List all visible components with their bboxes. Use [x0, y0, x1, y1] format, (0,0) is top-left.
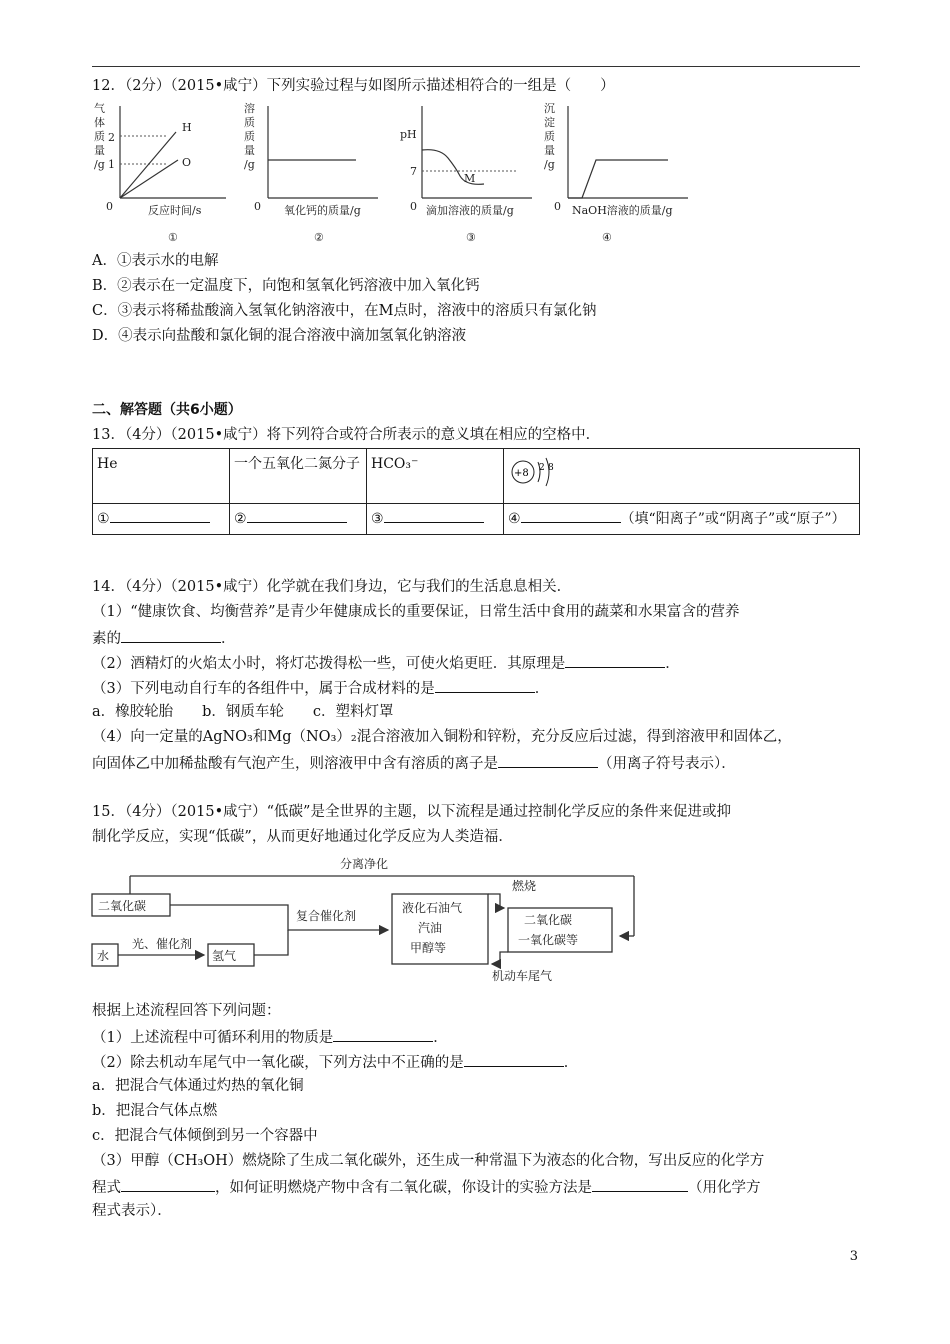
q14-l2: （2）酒精灯的火焰太小时，将灯芯拨得松一些，可使火焰更旺．其原理是 ．	[92, 653, 680, 673]
flow-product-1: 液化石油气	[402, 901, 463, 915]
g3-xlabel: 滴加溶液的质量/g	[426, 204, 514, 217]
q13-cell-atom	[504, 449, 860, 504]
atom-nucleus: +8	[514, 468, 529, 479]
g2-ylabel-3: 量	[244, 144, 255, 157]
g2-ylabel-4: /g	[244, 158, 255, 171]
g4-origin: 0	[554, 200, 561, 213]
q15-option-c: c．把混合气体倾倒到另一个容器中	[92, 1128, 318, 1144]
flow-top-label: 分离净化	[340, 857, 389, 871]
q15-l3: （3）甲醇（CH₃OH）燃烧除了生成二氧化碳外，还生成一种常温下为液态的化合物，写出反应的化学方	[92, 1153, 765, 1169]
q13-cell-n2o5: 一个五氧化二氮分子	[230, 449, 367, 504]
section-heading: 二、解答题（共6小题）	[92, 402, 242, 418]
q13-cell-hco3: HCO₃⁻	[367, 449, 504, 504]
q13-answer-1[interactable]: ①	[93, 504, 230, 535]
atom-shell-2: 8	[548, 463, 554, 473]
q14-stem: 14．（4分）（2015•咸宁）化学就在我们身边，它与我们的生活息息相关．	[92, 579, 572, 595]
g3-series-m: M	[464, 172, 476, 185]
q12-stem: 12．（2分）（2015•咸宁）下列实验过程与如图所示描述相符合的一组是（ ）	[92, 78, 615, 94]
q13-answer-3[interactable]: ③	[367, 504, 504, 535]
g2-ylabel-1: 质	[244, 116, 255, 129]
q15-flow-diagram	[88, 848, 648, 988]
graph-3	[400, 106, 532, 244]
g3-ytick-7: 7	[410, 165, 417, 178]
flow-light: 光、催化剂	[132, 937, 193, 951]
q14-blank-1[interactable]	[121, 628, 221, 643]
g2-ylabel-2: 质	[244, 130, 255, 143]
q13-answer-4[interactable]: ④ （填“阳离子”或“阴离子”或“原子”）	[504, 504, 860, 535]
graph-2	[244, 101, 378, 244]
q15-stem-1: 15．（4分）（2015•咸宁）“低碳”是全世界的主题，以下流程是通过控制化学反应的条件来促进或抑	[92, 804, 731, 820]
q15-l3e: 程式表示）．	[92, 1203, 172, 1219]
g1-origin: 0	[106, 200, 113, 213]
g4-ylabel-0: 沉	[544, 102, 555, 115]
q15-option-a: a．把混合气体通过灼热的氧化铜	[92, 1078, 304, 1094]
g1-ytick-2: 2	[108, 131, 115, 144]
g2-origin: 0	[254, 200, 261, 213]
atom-structure-icon	[508, 452, 568, 492]
q12-option-a: A．①表示水的电解	[92, 253, 219, 269]
g1-ylabel-4: /g	[94, 158, 105, 171]
g4-ylabel-3: 量	[544, 144, 555, 157]
page-number: 3	[849, 1249, 858, 1264]
flow-exhaust-2: 一氧化碳等	[518, 933, 579, 947]
q12-option-d: D．④表示向盐酸和氯化铜的混合溶液中滴加氢氧化钠溶液	[92, 328, 467, 344]
q15-blank-4[interactable]	[592, 1177, 688, 1192]
g2-num: ②	[314, 231, 324, 244]
g2-xlabel: 氧化钙的质量/g	[284, 204, 361, 217]
g1-ylabel-2: 质	[94, 130, 105, 143]
graph-4	[544, 102, 688, 244]
q14-l1b: 素的 ．	[92, 628, 236, 648]
q15-intro: 根据上述流程回答下列问题：	[92, 1003, 281, 1019]
q15-blank-1[interactable]	[333, 1027, 433, 1042]
flow-catalyst: 复合催化剂	[296, 909, 357, 923]
q15-blank-2[interactable]	[464, 1052, 564, 1067]
atom-shell-1: 2	[539, 463, 545, 473]
flow-vehicle: 机动车尾气	[492, 969, 553, 983]
g1-ylabel-3: 量	[94, 144, 105, 157]
flow-product-2: 汽油	[418, 921, 443, 935]
q14-l4b: 向固体乙中加稀盐酸有气泡产生，则溶液甲中含有溶质的离子是 （用离子符号表示）．	[92, 753, 736, 773]
q14-blank-2[interactable]	[565, 653, 665, 668]
q15-stem-2: 制化学反应，实现“低碳”，从而更好地通过化学反应为人类造福．	[92, 829, 513, 845]
q13-cell-he: He	[93, 449, 230, 504]
g1-num: ①	[168, 231, 178, 244]
g1-series-o: O	[182, 156, 192, 169]
g4-ylabel-2: 质	[544, 130, 555, 143]
q14-l3: （3）下列电动自行车的各组件中，属于合成材料的是 ．	[92, 678, 549, 698]
q12-option-b: B．②表示在一定温度下，向饱和氢氧化钙溶液中加入氧化钙	[92, 278, 480, 294]
q13-stem: 13．（4分）（2015•咸宁）将下列符合或符合所表示的意义填在相应的空格中．	[92, 427, 601, 443]
flow-exhaust-1: 二氧化碳	[524, 913, 573, 927]
q15-blank-3[interactable]	[121, 1177, 215, 1192]
g1-ylabel-1: 体	[94, 116, 105, 129]
q14-l3-options: a．橡胶轮胎 b．钢质车轮 c．塑料灯罩	[92, 704, 394, 720]
q15-option-b: b．把混合气体点燃	[92, 1103, 218, 1119]
q13-table	[92, 448, 860, 535]
q12-option-c: C．③表示将稀盐酸滴入氢氧化钠溶液中，在M点时，溶液中的溶质只有氯化钠	[92, 303, 597, 319]
g2-ylabel-0: 溶	[244, 102, 255, 115]
flow-co2: 二氧化碳	[98, 899, 147, 913]
g1-ylabel-0: 气	[94, 102, 105, 115]
g4-ylabel-1: 淀	[544, 116, 555, 129]
q15-l1: （1）上述流程中可循环利用的物质是 ．	[92, 1027, 448, 1047]
q15-l3b: 程式 ，如何证明燃烧产物中含有二氧化碳，你设计的实验方法是 （用化学方	[92, 1177, 761, 1197]
q15-l2: （2）除去机动车尾气中一氧化碳，下列方法中不正确的是 ．	[92, 1052, 578, 1072]
g1-xlabel: 反应时间/s	[148, 204, 202, 217]
flow-h2: 氢气	[212, 949, 237, 963]
q12-graphs	[88, 98, 698, 248]
q13-note: （填“阳离子”或“阴离子”或“原子”）	[620, 511, 846, 527]
g4-ylabel-4: /g	[544, 158, 555, 171]
flow-water: 水	[97, 949, 110, 963]
q14-l1: （1）“健康饮食、均衡营养”是青少年健康成长的重要保证，日常生活中食用的蔬菜和水果富含的营养	[92, 604, 740, 620]
header-rule	[92, 66, 860, 67]
g3-num: ③	[466, 231, 476, 244]
q14-l4: （4）向一定量的AgNO₃和Mg（NO₃）₂混合溶液加入铜粉和锌粉，充分反应后过滤，得到溶液甲和固体乙，	[92, 729, 792, 745]
g3-ylabel: pH	[400, 128, 417, 141]
q14-blank-3[interactable]	[435, 678, 535, 693]
g4-xlabel: NaOH溶液的质量/g	[572, 204, 673, 217]
graph-1	[94, 101, 226, 244]
g3-origin: 0	[410, 200, 417, 213]
flow-product-3: 甲醇等	[410, 941, 447, 955]
flow-burn: 燃烧	[512, 879, 537, 893]
q14-blank-4[interactable]	[498, 753, 598, 768]
g1-ytick-1: 1	[108, 158, 115, 171]
g4-num: ④	[602, 231, 612, 244]
g1-series-h: H	[182, 121, 192, 134]
q13-answer-2[interactable]: ②	[230, 504, 367, 535]
